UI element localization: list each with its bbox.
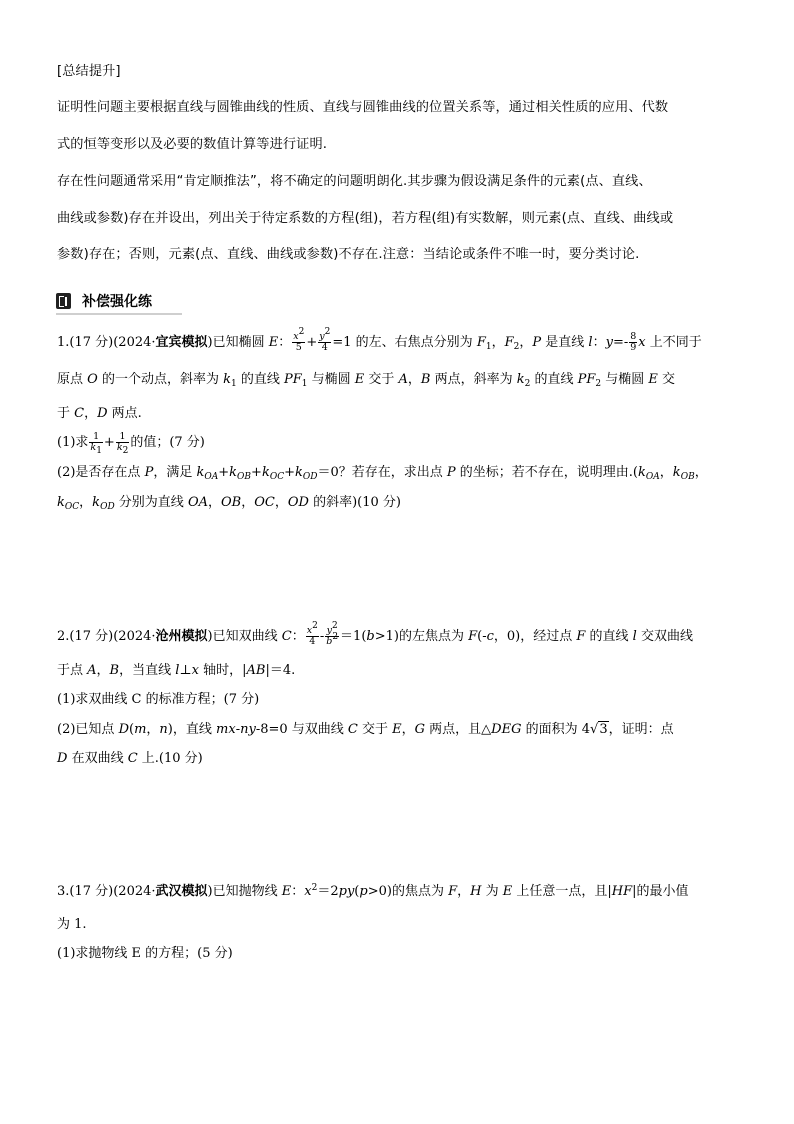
problem-3-question-1: (1)求抛物线 E 的方程；(5 分) <box>57 946 233 961</box>
problem-2-question-2: (2)已知点 D(m，n)，直线 mx-ny-8=0 与双曲线 C 交于 E，G 两点，且△DEG 的面积为 4√3，证明：点 <box>57 722 674 737</box>
problem-1-question-1: (1)求 $\frac{1}{k_1}$ + $\frac{1}{k_2}$ 的值；(7 分) <box>57 431 205 456</box>
problem-2-line-1: 2.(17 分)(2024·沧州模拟)已知双曲线 C： $\frac{x^2}{4}$ - $\frac{y^2}{b^2}$ ＝1(b>1)的左焦点为 F(-c，0)，经过点 F 的直线 l 交双曲线 <box>57 621 693 647</box>
problem-3-line-1: 3.(17 分)(2024·武汉模拟)已知抛物线 E：$x^2=2py(p>0)$的焦点为 F，H 为 E 上任意一点，且|HF|的最小值 <box>57 883 689 899</box>
summary-heading: [总结提升] <box>57 64 121 79</box>
problem-1-line-3: 于 C，D 两点. <box>57 406 142 421</box>
section-title: 补偿强化练 <box>82 294 152 310</box>
section-underline <box>56 313 182 315</box>
summary-line-4: 曲线或参数)存在并设出，列出关于待定系数的方程(组)，若方程(组)有实数解，则元素(点、直线、曲线或 <box>57 211 674 226</box>
section-icon <box>56 293 71 309</box>
summary-line-5: 参数)存在；否则，元素(点、直线、曲线或参数)不存在.注意：当结论或条件不唯一时，要分类讨论. <box>57 247 640 262</box>
summary-line-1: 证明性问题主要根据直线与圆锥曲线的性质、直线与圆锥曲线的位置关系等，通过相关性质的应用、代数 <box>57 100 669 115</box>
section-header <box>56 289 182 315</box>
problem-2-line-2: 于点 A，B，当直线 l⊥x 轴时，|AB|＝4. <box>57 663 296 678</box>
problem-1-question-2: (2)是否存在点 P，满足 $k_{OA}+k_{OB}+k_{OC}+k_{OD}=0$？若存在，求出点 P 的坐标；若不存在，说明理由$.(k_{OA}$，$k_{OB}$， <box>57 465 708 482</box>
problem-1-line-1: 1.(17 分)(2024·宜宾模拟)已知椭圆 E： $\frac{x^2}{5}$ + $\frac{y^2}{4}$ =1 的左、右焦点分别为 $F_1$，$F_2$，P 是直线 l：y=- $\frac{8}{9}$ x 上不同于 <box>57 327 702 353</box>
problem-3-line-2: 为 1. <box>57 917 87 932</box>
problem-1-line-2: 原点 O 的一个动点，斜率为 $k_1$ 的直线 $PF_1$ 与椭圆 E 交于 A，B 两点，斜率为 $k_2$ 的直线 $PF_2$ 与椭圆 E 交 <box>57 372 676 389</box>
problem-1-question-2-cont: $k_{OC}$，$k_{OD}$ 分别为直线 OA，OB，OC，OD 的斜率)(10 分) <box>57 495 401 512</box>
summary-line-3: 存在性问题通常采用“肯定顺推法”，将不确定的问题明朗化.其步骤为假设满足条件的元素(点、直线、 <box>57 174 652 189</box>
problem-2-question-1: (1)求双曲线 C 的标准方程；(7 分) <box>57 692 260 707</box>
problem-2-question-2-cont: D 在双曲线 C 上.(10 分) <box>57 751 203 766</box>
summary-line-2: 式的恒等变形以及必要的数值计算等进行证明. <box>57 137 328 152</box>
